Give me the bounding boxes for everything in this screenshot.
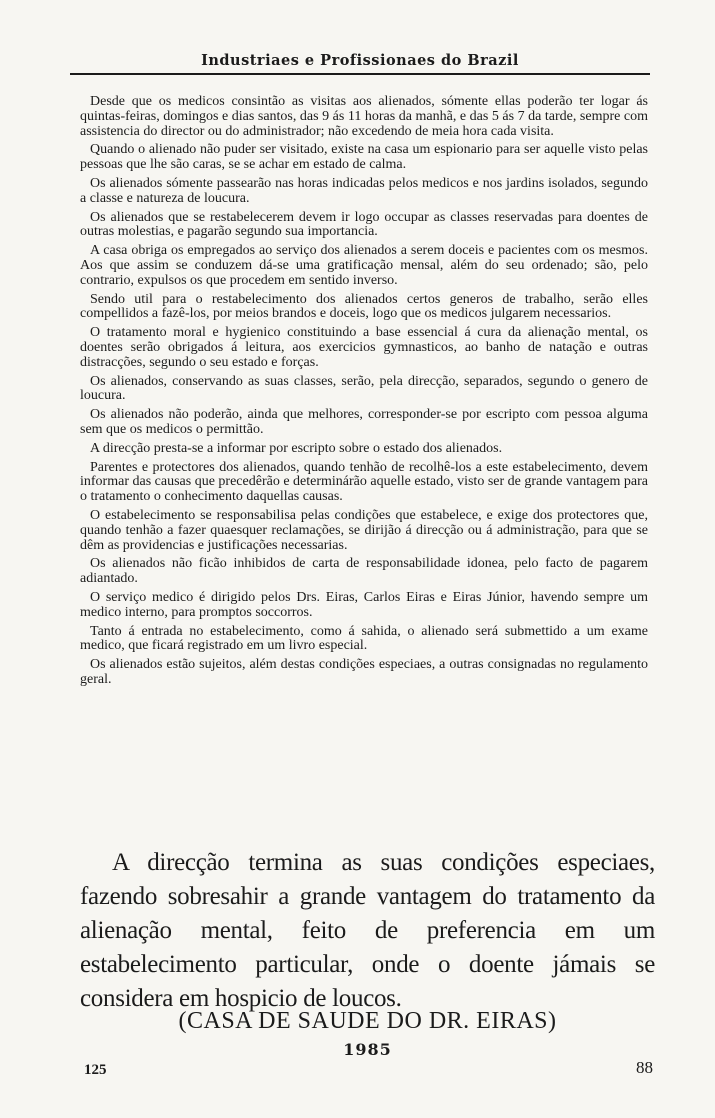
paragraph-medical-service: O serviço medico é dirigido pelos Drs. Eiras, Carlos Eiras e Eiras Júnior, havendo sempre um medico interno, para promptos soccorros.: [80, 589, 648, 620]
page-number: 88: [636, 1058, 653, 1077]
paragraph-walks: Os alienados sómente passearão nas horas indicadas pelos medicos e nos jardins isolados, segundo a classe e natureza de loucura.: [80, 175, 648, 206]
header-rule: [70, 73, 650, 75]
paragraph-correspondence: Os alienados não poderão, ainda que melhores, corresponder-se por escripto com pessoa alguma sem que os medicos o permittão.: [80, 407, 648, 437]
signature: (CASA DE SAUDE DO DR. EIRAS): [178, 1008, 557, 1034]
code-number: 125: [84, 1062, 107, 1078]
paragraph-responsibility: O estabelecimento se responsabilisa pelas condições que estabelece, e exige dos protectores que, quando tenhão a fazer quaesquer reclamações, se dirijão á direcção ou á administração, para que se dêm as providencias e justificações necessarias.: [80, 507, 648, 553]
closing-text: A direcção termina as suas condições especiaes, fazendo sobresahir a grande vantagem do tratamento da alienação mental, feito de preferencia em um estabelecimento particular, onde o doente jámais se considera em hospicio de loucos.: [80, 849, 655, 1012]
paragraph-information: A direcção presta-se a informar por escripto sobre o estado dos alienados.: [90, 440, 503, 456]
paragraph-relatives: Parentes e protectores dos alienados, quando tenhão de recolhê-los a este estabelecimento, devem informar das causas que precedêrão e determinárão aquelle estado, visto ser de grande vantagem para o tratamento o conhecimento daquellas causas.: [80, 459, 648, 505]
paragraph-recovered: Os alienados que se restabelecerem devem ir logo occupar as classes reservadas para doentes de outras molestias, e pagarão segundo sua importancia.: [80, 209, 648, 240]
paragraph-visits: Desde que os medicos consintão as visitas aos alienados, sómente ellas poderão ter logar ás quintas-feiras, domingos e dias santos, das 9 ás 11 horas da manhã, e das 5 ás 7 da tarde, sempre com assistencia do director ou do administrador; não excedendo de meia hora cada visita.: [80, 94, 648, 139]
ad-number: 1985: [343, 1040, 392, 1059]
paragraph-moral-treatment: O tratamento moral e hygienico constituindo a base essencial á cura da alienação mental, os doentes serão obrigados á leitura, aos exercicios gymnasticos, ao banho de natação e outras distracções, segundo o seu estado e forças.: [80, 325, 648, 370]
paragraph-work: Sendo util para o restabelecimento dos alienados certos generos de trabalho, serão elles compellidos a fazê-los, por meios brandos e doceis, logo que os medicos julgarem necessarios.: [80, 291, 648, 322]
paragraph-espionario: Quando o alienado não puder ser visitado, existe na casa um espionario para ser aquelle visto pelas pessoas que lhe são caras, se se achar em estado de calma.: [80, 142, 648, 173]
closing-statement: [80, 846, 655, 1016]
paragraph-employees: A casa obriga os empregados ao serviço dos alienados a serem doceis e pacientes com os mesmos. Aos que assim se conduzem dá-se uma gratificação mensal, além do seu ordenado; são, pelo contrario, expulsos os que procedem em sentido inverso.: [80, 243, 648, 288]
page-header: Industriaes e Profissionaes do Brazil: [201, 52, 519, 69]
paragraph-letter: Os alienados não ficão inhibidos de carta de responsabilidade idonea, pelo facto de pagarem adiantado.: [80, 556, 648, 587]
body-text: [80, 95, 648, 692]
paragraph-exam: Tanto á entrada no estabelecimento, como á sahida, o alienado será submettido a um exame medico, que ficará registrado em um livro especial.: [80, 623, 648, 654]
paragraph-regulation: Os alienados estão sujeitos, além destas condições especiaes, a outras consignadas no regulamento geral.: [80, 657, 648, 687]
paragraph-classes: Os alienados, conservando as suas classes, serão, pela direcção, separados, segundo o genero de loucura.: [80, 373, 648, 404]
